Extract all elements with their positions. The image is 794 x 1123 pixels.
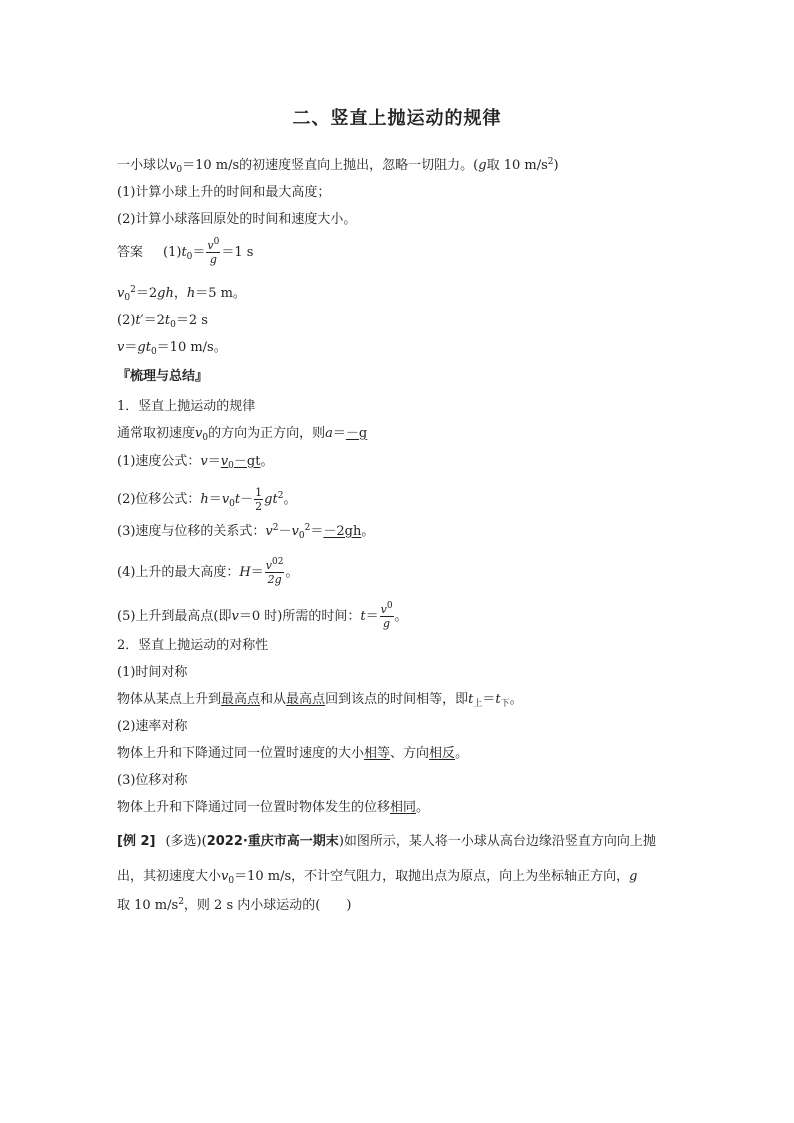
velocity-formula: (1)速度公式：$v=v_0-gt$。 [117, 454, 274, 471]
fraction-v0sq-over-2g: $\frac{v^{02}}{2g}$ [265, 557, 284, 586]
example-line-2: 出，其初速度大小$v_0=10$ m/s，不计空气阻力，取抛出点为原点，向上为坐标轴正方向，g [117, 869, 638, 886]
summary-label: 『梳理与总结』 [117, 369, 209, 384]
example-line-1: [例 2] (多选)(2022·重庆市高一期末)如图所示，某人将一小球从高台边缘沿竖直方向向上抛 [117, 834, 656, 849]
time-to-top-formula: (5)上升到最高点(即v＝0 时)所需的时间：t＝ $\frac{v^0}{g}$ 。 [117, 601, 408, 630]
blank-answer: $v_0-gt$ [220, 454, 261, 471]
answer-line-4: $v=gt_0=10$ m/s。 [117, 340, 227, 357]
time-symmetry-text: 物体从某点上升到最高点和从最高点回到该点的时间相等，即$t_上=t_下$。 [117, 692, 523, 709]
blank-answer: －g [345, 426, 368, 441]
question-2: (2)计算小球落回原处的时间和速度大小。 [117, 212, 357, 227]
blank-answer: －2gh [323, 524, 362, 539]
problem-statement: 一小球以$v_0=10$ m/s的初速度竖直向上抛出，忽略一切阻力。(g取 10 $m/s^2$) [117, 157, 559, 175]
summary-heading-1: 1．竖直上抛运动的规律 [117, 399, 256, 414]
convention-line: 通常取初速度$v_0$的方向为正方向，则a＝－g [117, 426, 368, 443]
displacement-symmetry-text: 物体上升和下降通过同一位置时物体发生的位移相同。 [117, 800, 430, 815]
fraction-one-half: $\frac{1}{2}$ [255, 486, 263, 513]
example-label: [例 2] [117, 834, 156, 849]
answer-line-1: 答案 $(1)t_0=$ $\frac{v^0}{g}$ ＝1 s [117, 237, 254, 266]
velocity-displacement-formula: (3)速度与位移的关系式：$v^2-v_0^2=-2gh$。 [117, 523, 375, 541]
speed-symmetry-label: (2)速率对称 [117, 719, 188, 734]
fraction-v0-over-g: $\frac{v^0}{g}$ [380, 601, 393, 630]
fraction-v0-over-g: $\frac{v^0}{g}$ [207, 237, 220, 266]
summary-heading-2: 2．竖直上抛运动的对称性 [117, 638, 269, 653]
displacement-symmetry-label: (3)位移对称 [117, 773, 188, 788]
example-line-3: 取 10 $m/s^2$，则 2 s 内小球运动的( ) [117, 897, 352, 913]
answer-line-2: $v_0^2=2gh$，h＝5 m。 [117, 285, 246, 303]
displacement-formula: (2)位移公式：$h=v_0t-$ $\frac{1}{2}$ $gt^2$。 [117, 486, 297, 513]
max-height-formula: (4)上升的最大高度：H＝ $\frac{v^{02}}{2g}$ 。 [117, 557, 299, 586]
section-title: 二、竖直上抛运动的规律 [292, 108, 502, 129]
example-source: 2022·重庆市高一期末 [206, 834, 339, 849]
answer-label: 答案 [117, 245, 144, 260]
speed-symmetry-text: 物体上升和下降通过同一位置时速度的大小相等、方向相反。 [117, 746, 469, 761]
time-symmetry-label: (1)时间对称 [117, 665, 188, 680]
answer-line-3: $(2)t'=2t_0=2$ s [117, 313, 208, 330]
question-1: (1)计算小球上升的时间和最大高度； [117, 185, 331, 200]
